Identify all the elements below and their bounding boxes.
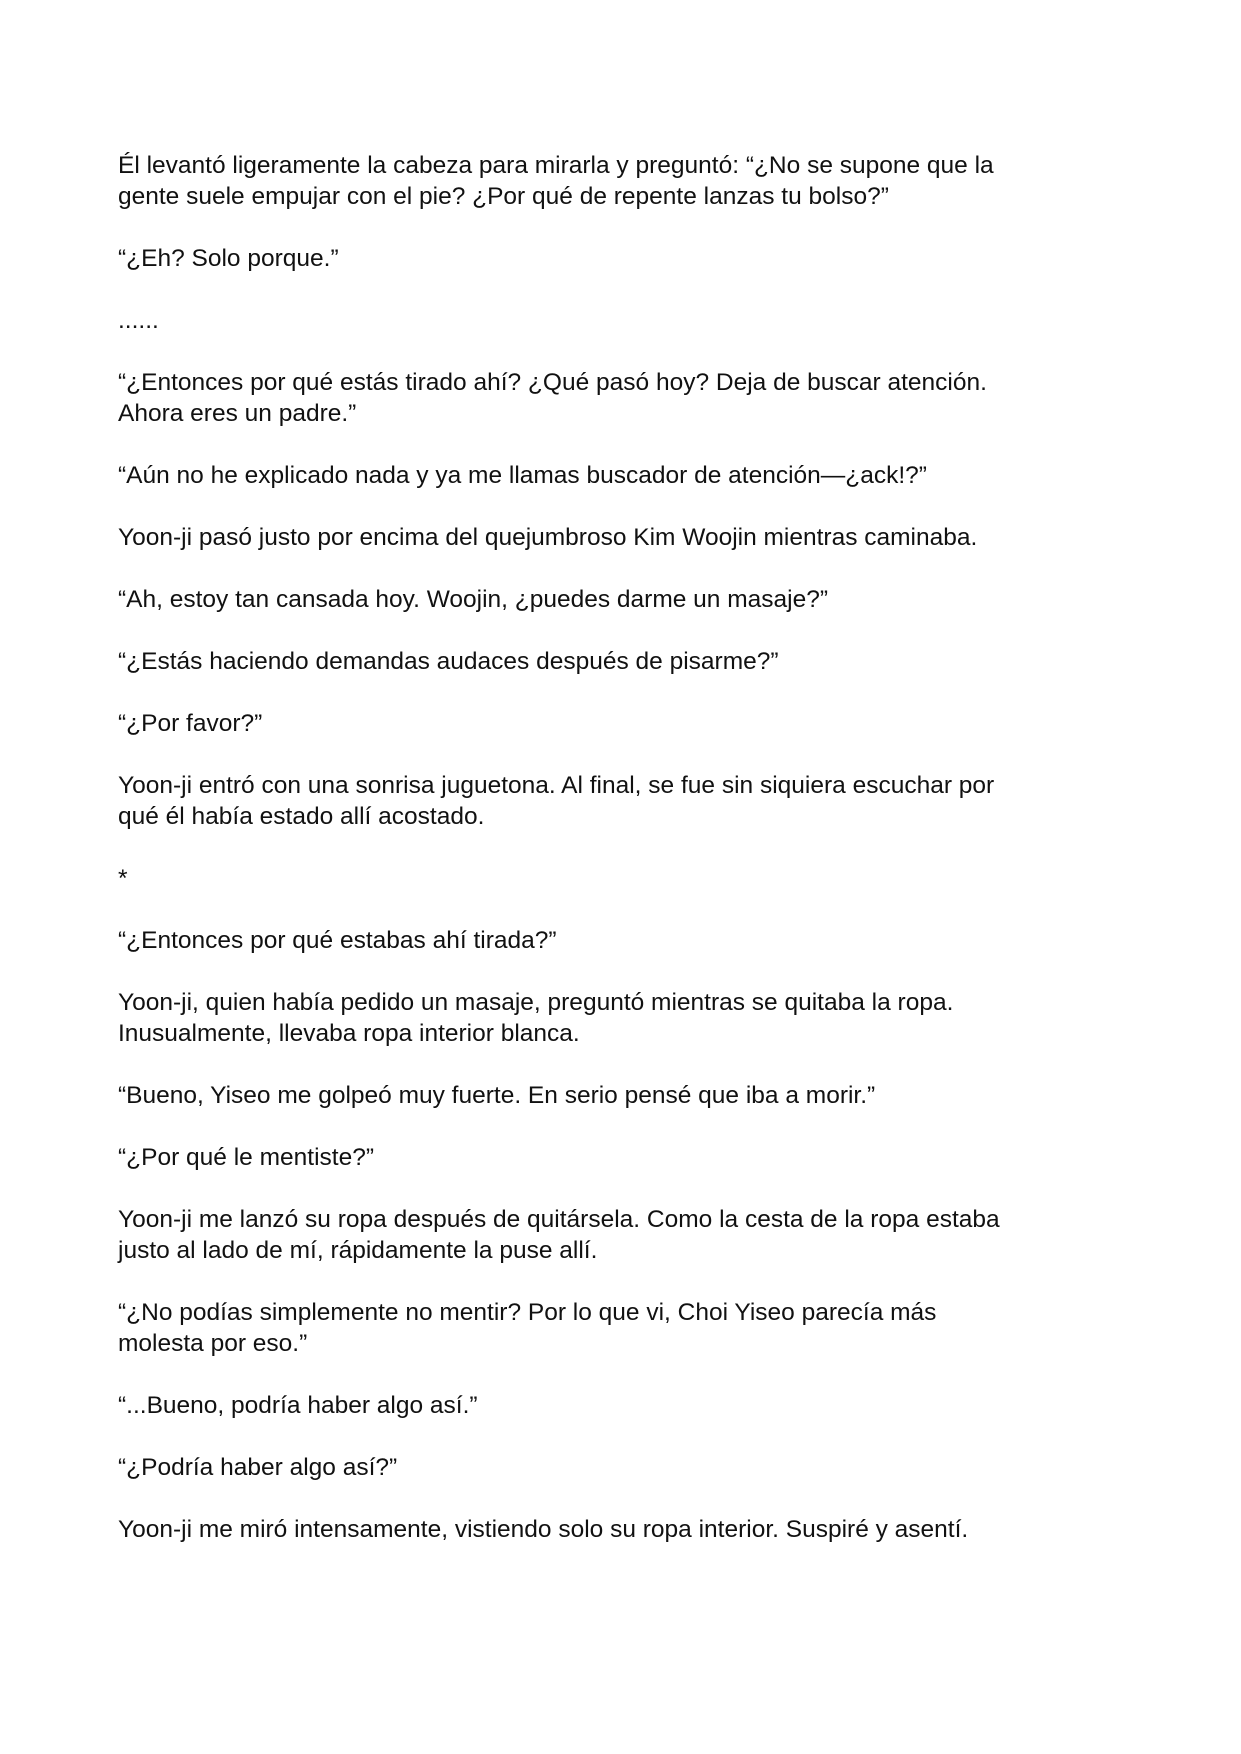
paragraph: “¿Estás haciendo demandas audaces después de pisarme?” [118,648,779,675]
section-break: * [118,865,128,892]
paragraph: “¿Eh? Solo porque.” [118,245,339,272]
paragraph: Yoon-ji, quien había pedido un masaje, preguntó mientras se quitaba la ropa. Inusualmente, llevaba ropa interior blanca. [118,989,954,1047]
paragraph: “Ah, estoy tan cansada hoy. Woojin, ¿puedes darme un masaje?” [118,586,828,613]
paragraph: “...Bueno, podría haber algo así.” [118,1392,478,1419]
paragraph: “¿No podías simplemente no mentir? Por lo que vi, Choi Yiseo parecía más molesta por eso.” [118,1299,937,1357]
paragraph: ...... [118,307,159,334]
paragraph: Él levantó ligeramente la cabeza para mirarla y preguntó: “¿No se supone que la gente suele empujar con el pie? ¿Por qué de repente lanzas tu bolso?” [118,152,994,210]
document-body [118,150,1118,1576]
paragraph: Yoon-ji entró con una sonrisa juguetona. Al final, se fue sin siquiera escuchar por qué él había estado allí acostado. [118,772,995,830]
paragraph: “¿Entonces por qué estás tirado ahí? ¿Qué pasó hoy? Deja de buscar atención. Ahora eres un padre.” [118,369,987,427]
paragraph: “¿Por qué le mentiste?” [118,1144,374,1171]
paragraph: Yoon-ji pasó justo por encima del quejumbroso Kim Woojin mientras caminaba. [118,524,978,551]
paragraph: Yoon-ji me lanzó su ropa después de quitársela. Como la cesta de la ropa estaba justo al lado de mí, rápidamente la puse allí. [118,1206,1000,1264]
paragraph: “¿Entonces por qué estabas ahí tirada?” [118,927,557,954]
paragraph: Yoon-ji me miró intensamente, vistiendo solo su ropa interior. Suspiré y asentí. [118,1516,969,1543]
paragraph: “Aún no he explicado nada y ya me llamas buscador de atención—¿ack!?” [118,462,927,489]
paragraph: “¿Por favor?” [118,710,263,737]
paragraph: “¿Podría haber algo así?” [118,1454,398,1481]
paragraph: “Bueno, Yiseo me golpeó muy fuerte. En serio pensé que iba a morir.” [118,1082,876,1109]
